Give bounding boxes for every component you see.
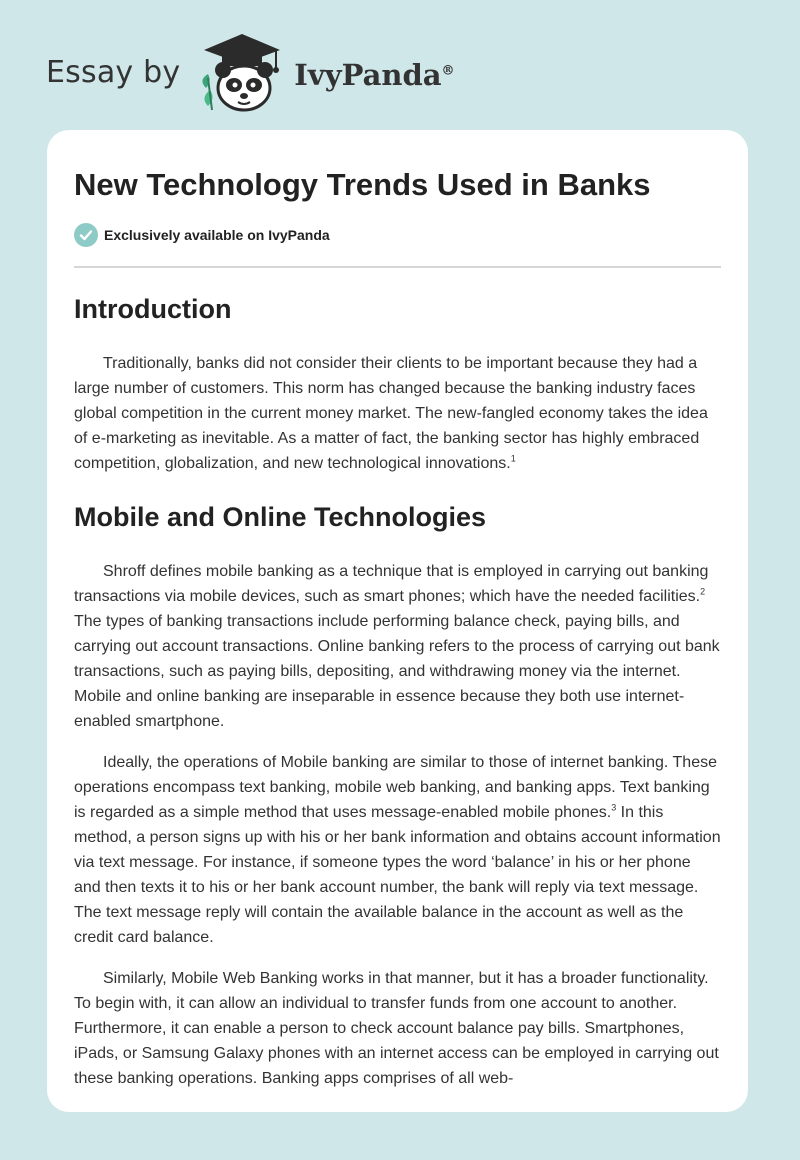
exclusive-badge [74,222,721,248]
paragraph: Shroff defines mobile banking as a technique that is employed in carrying out banking transactions via mobile devices, such as smart phones; which have the needed facilities.$^2$ The types of banking transactions include performing balance check, paying bills, and carrying out account transactions. Online banking refers to the process of carrying out bank transactions, such as paying bills, depositing, and withdrawing money via the internet. Mobile and online banking are inseparable in essence because they both use internet-enabled smartphone. [74,563,720,730]
paragraph: Traditionally, banks did not consider their clients to be important because they had a large number of customers. This norm has changed because the banking industry faces global competition in the current money market. The new-fangled economy takes the idea of e-marketing as inevitable. As a matter of fact, the banking sector has highly embraced competition, globalization, and new technological innovations.$^1$ [74,355,708,472]
page-title: New Technology Trends Used in Banks [74,167,651,202]
check-icon [74,223,98,247]
panda-logo-icon[interactable] [194,28,290,114]
paragraph: Similarly, Mobile Web Banking works in that manner, but it has a broader functionality. To begin with, it can allow an individual to transfer funds from one account to another. Furthermore, it can enable a person to check account balance pay bills. Smartphones, iPads, or Samsung Galaxy phones with an internet access can be employed in carrying out these banking operations. Banking apps comprises of all web- [74,970,719,1087]
section-heading-introduction: Introduction [74,294,232,324]
divider [74,266,721,268]
paragraph: Ideally, the operations of Mobile banking are similar to those of internet banking. These operations encompass text banking, mobile web banking, and banking apps. Text banking is regarded as a simple method that uses message-enabled mobile phones.$^3$ In this method, a person signs up with his or her bank information and obtains account information via text message. For instance, if someone types the word ‘balance’ in his or her phone and then texts it to his or her bank account number, the bank will reply via text message. The text message reply will contain the available balance in the account as well as the credit card balance. [74,754,721,946]
footnote-ref[interactable]: 3 [611,802,617,813]
footnote-ref[interactable]: 1 [510,453,516,464]
site-header [46,26,455,116]
brand-prefix: Essay by [46,54,181,90]
brand-name[interactable]: IvyPanda® [294,58,455,92]
section-heading-mobile-online: Mobile and Online Technologies [74,502,487,532]
footnote-ref[interactable]: 2 [700,586,706,597]
exclusive-label: Exclusively available on IvyPanda [104,227,330,243]
essay-card [47,130,748,1112]
registered-mark: ® [441,63,455,79]
